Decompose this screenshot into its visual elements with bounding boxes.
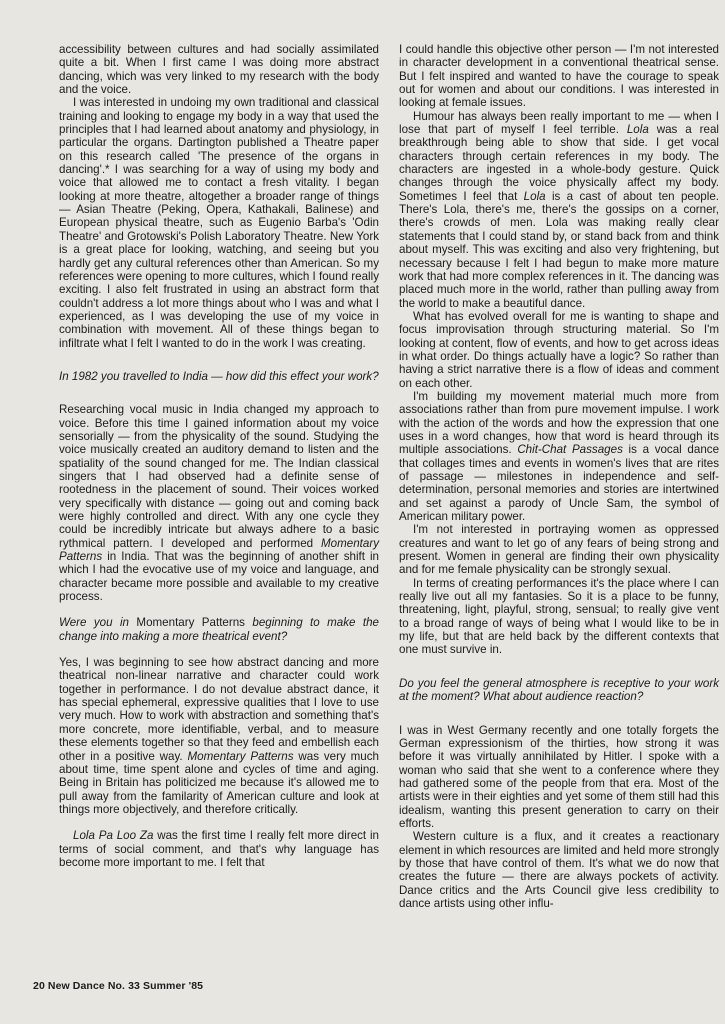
left-paragraph-3: Researching vocal music in India changed my approach to voice. Before this time I gained information about my voice sensorially — from the physicality of the sound. Studying the voice musically created an auditory demand to listen and the spatiality of the sound changed for me. The Indian classical singers that I had observed had a definite sense of rootedness in the placement of sound. Their voices worked very specifically with distance — going out and coming back were highly controlled and direct. With any one cycle they could be incredibly intricate but always adhere to a basic rythmical pattern. I developed and performed Momentary Patterns in India. That was the beginning of another shift in which I had the evocative use of my voice and language, and character became more possible and available to my creative process.: [59, 403, 379, 604]
title-momentary-patterns: Momentary Patterns: [59, 536, 379, 564]
right-paragraph-3: What has evolved overall for me is wanting to shape and focus improvisation through structuring material. So I'm looking at content, flow of events, and how to get across ideas in what order. Do things actually have a logic? So rather than having a strict narrative there is a flow of ideas and comment on each other.: [399, 309, 719, 390]
right-paragraph-7: I was in West Germany recently and one totally forgets the German expressionism of the thirties, how strong it was before it was virtually annihilated by Hitler. I spoke with a woman who said that she went to a conference where they had gathered some of the people from that era. Most of the artists were in their eighties and yet some of them still had this idealism, wanting this present generation to carry on their efforts.: [399, 723, 719, 830]
right-paragraph-1: I could handle this objective other person — I'm not interested in character development in a conventional theatrical sense. But I felt inspired and wanted to have the courage to speak out for women and about our conditions. I was interested in looking at female issues.: [399, 43, 719, 110]
right-paragraph-2: Humour has always been really important to me — when I lose that part of myself I feel terrible. Lola was a real breakthrough being able to show that side. I get vocal characters through certain references in my body. The characters are ingested in a whole-body gesture. Quick changes through the voice physically affect my body. Sometimes I feel that Lola is a cast of about ten people. There's Lola, there's me, there's the gossips on a corner, there's crowds of men. Lola was making really clear statements that I could stand by, or stand back from and think about myself. This was exciting and also very frightening, but necessary because I felt I had begun to make more mature work that had more complex references in it. The dancing was placed much more in the world, rather than pulling away from the world to make a beautiful dance.: [399, 109, 720, 310]
question-momentary-patterns: Were you in Momentary Patterns beginning to make the change into making a more theatrical event?: [59, 616, 379, 643]
right-paragraph-4: I'm building my movement material much more from associations rather than from pure movement impulse. I work with the action of the words and how the expression that one uses in a word changes, how that word is heard through its multiple associations. Chit-Chat Passages is a vocal dance that collages times and events in women's lives that are rites of passage — milestones in independence and self-determination, personal memories and stories are intertwined and set against a parody of Uncle Sam, the symbol of American military power.: [399, 389, 720, 524]
right-column: [399, 43, 719, 910]
left-column: [59, 43, 379, 869]
page-footer: 20 New Dance No. 33 Summer '85: [33, 980, 204, 992]
right-paragraph-6: In terms of creating performances it's the place where I can really live out all my fantasies. So it is a place to be funny, threatening, light, playful, strong, sensual; to really give vent to a broad range of ways of being what I would like to be in my life, but that are held back by the different contexts that one must survive in.: [399, 576, 719, 657]
left-paragraph-5: Lola Pa Loo Za was the first time I really felt more direct in terms of social comment, and that's why language has become more important to me. I felt that: [59, 829, 379, 869]
right-paragraph-5: I'm not interested in portraying women as oppressed creatures and want to let go of any fears of being strong and present. Women in general are finding their own physicality and for me female physicality can be strongly sexual.: [399, 523, 719, 577]
left-paragraph-2: I was interested in undoing my own traditional and classical training and looking to engage my body in a way that used the principles that I had learned about anatomy and physiology, in particular the organs. Dartington published a Theatre paper on this research called 'The presence of the organs in dancing'.* I was searching for a way of using my body and voice that allowed me to contact a fresh vitality. I began looking at more theatre, altogether a broader range of things — Asian Theatre (Peking, Opera, Kathakali, Balinese) and European physical theatre, such as Eugenio Barba's 'Odin Theatre' and Grotowski's Polish Laboratory Theatre. New York is a great place for looking, watching, and seeing but you hardly get any cultural references other than American. So my references were opening to more cultures, which I found really exciting. I also felt frustrated in using an abstract form that couldn't address a lot more things about who I was and what I experienced, as I was developing the use of my voice in combination with movement. All of these things began to infiltrate what I felt I wanted to do in the work I was creating.: [59, 96, 379, 350]
question-india: In 1982 you travelled to India — how did this effect your work?: [59, 369, 379, 383]
left-paragraph-1: accessibility between cultures and had socially assimilated quite a bit. When I first came I was doing more abstract dancing, which was very linked to my research with the body and the voice.: [59, 43, 379, 97]
question-atmosphere: Do you feel the general atmosphere is receptive to your work at the moment? What about audience reaction?: [399, 676, 719, 704]
right-paragraph-8: Western culture is a flux, and it creates a reactionary element in which resources are limited and held more strongly by those that have control of them. It's what we do now that creates the future — there are always pockets of activity. Dance critics and the Arts Council give less credibility to dance artists using other influ-: [399, 830, 719, 910]
left-paragraph-4: Yes, I was beginning to see how abstract dancing and more theatrical non-linear narrative and character could work together in performance. I do not devalue abstract dance, it has special ephemeral, expressive qualities that I love to use very much. How to work with abstraction and something that's more concrete, more identifiable, verbal, and to measure these elements together so that they feed and embellish each other in a positive way. Momentary Patterns was very much about time, time spent alone and cycles of time and aging. Being in Britain has politicized me because it's allowed me to pull away from the familarity of American culture and look at things more objectively, and therefore critically.: [59, 656, 379, 816]
